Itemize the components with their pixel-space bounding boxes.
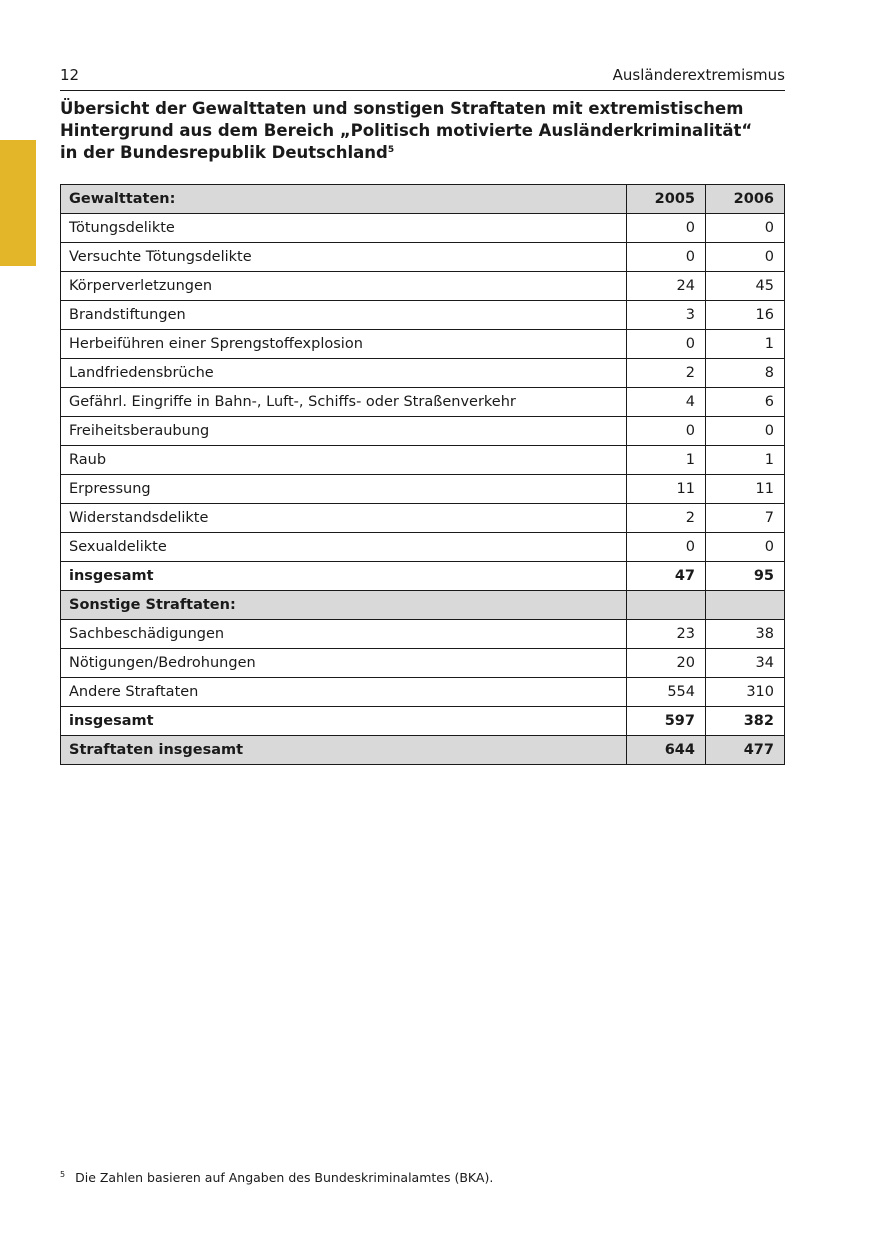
value-2005: 0 — [627, 243, 706, 272]
table-row — [61, 272, 785, 301]
table-row — [61, 678, 785, 707]
value-2006 — [706, 591, 785, 620]
section-title: Ausländerextremismus — [612, 66, 785, 84]
value-2006: 8 — [706, 359, 785, 388]
table-row — [61, 185, 785, 214]
row-label: Landfriedensbrüche — [61, 359, 627, 388]
table-row — [61, 736, 785, 765]
value-2006: 7 — [706, 504, 785, 533]
row-label: Straftaten insgesamt — [61, 736, 627, 765]
footnote — [60, 1167, 785, 1186]
value-2005: 597 — [627, 707, 706, 736]
row-label: Tötungsdelikte — [61, 214, 627, 243]
table-row — [61, 620, 785, 649]
table-row — [61, 243, 785, 272]
value-2005: 2 — [627, 359, 706, 388]
table-row — [61, 533, 785, 562]
value-2006: 6 — [706, 388, 785, 417]
row-label: Raub — [61, 446, 627, 475]
table-row — [61, 301, 785, 330]
value-2006: 1 — [706, 330, 785, 359]
value-2006: 0 — [706, 533, 785, 562]
table-row — [61, 330, 785, 359]
row-label: Nötigungen/Bedrohungen — [61, 649, 627, 678]
value-2005: 644 — [627, 736, 706, 765]
row-label: Körperverletzungen — [61, 272, 627, 301]
value-2005: 554 — [627, 678, 706, 707]
table-row — [61, 417, 785, 446]
table-row — [61, 214, 785, 243]
value-2006: 310 — [706, 678, 785, 707]
year-header: 2006 — [706, 185, 785, 214]
row-label: Versuchte Tötungsdelikte — [61, 243, 627, 272]
value-2005 — [627, 591, 706, 620]
year-header: 2005 — [627, 185, 706, 214]
table-row — [61, 359, 785, 388]
value-2005: 20 — [627, 649, 706, 678]
value-2005: 4 — [627, 388, 706, 417]
table-row — [61, 562, 785, 591]
value-2006: 0 — [706, 214, 785, 243]
row-label: Freiheitsberaubung — [61, 417, 627, 446]
table-body — [61, 185, 785, 765]
value-2006: 0 — [706, 417, 785, 446]
value-2006: 34 — [706, 649, 785, 678]
value-2005: 11 — [627, 475, 706, 504]
value-2005: 0 — [627, 330, 706, 359]
row-label: Widerstandsdelikte — [61, 504, 627, 533]
table-row — [61, 504, 785, 533]
value-2006: 0 — [706, 243, 785, 272]
row-label: Sonstige Straftaten: — [61, 591, 627, 620]
value-2005: 24 — [627, 272, 706, 301]
title-line-1: Übersicht der Gewalttaten und sonstigen Straftaten mit extremistischem — [60, 99, 744, 118]
value-2006: 477 — [706, 736, 785, 765]
row-label: Sexualdelikte — [61, 533, 627, 562]
value-2006: 1 — [706, 446, 785, 475]
value-2005: 0 — [627, 417, 706, 446]
row-label: insgesamt — [61, 562, 627, 591]
page-number: 12 — [60, 66, 80, 84]
table-title — [60, 98, 785, 164]
value-2005: 3 — [627, 301, 706, 330]
row-label: Herbeiführen einer Sprengstoffexplosion — [61, 330, 627, 359]
value-2006: 38 — [706, 620, 785, 649]
footnote-text: Die Zahlen basieren auf Angaben des Bundeskriminalamtes (BKA). — [75, 1170, 494, 1185]
value-2006: 45 — [706, 272, 785, 301]
value-2005: 1 — [627, 446, 706, 475]
table-row — [61, 475, 785, 504]
footnote-mark: 5 — [60, 1170, 66, 1179]
title-line-2: Hintergrund aus dem Bereich „Politisch motivierte Ausländerkriminalität“ — [60, 121, 753, 140]
table-row — [61, 446, 785, 475]
row-label: Andere Straftaten — [61, 678, 627, 707]
chapter-marker-tab — [0, 140, 36, 266]
value-2005: 23 — [627, 620, 706, 649]
table-row — [61, 649, 785, 678]
row-label: Erpressung — [61, 475, 627, 504]
value-2006: 382 — [706, 707, 785, 736]
statistics-table — [60, 184, 785, 765]
running-header — [60, 64, 785, 91]
table-row — [61, 707, 785, 736]
row-label: Sachbeschädigungen — [61, 620, 627, 649]
row-label: Gewalttaten: — [61, 185, 627, 214]
table-row — [61, 591, 785, 620]
title-line-3: in der Bundesrepublik Deutschland — [60, 143, 388, 162]
row-label: Brandstiftungen — [61, 301, 627, 330]
value-2006: 16 — [706, 301, 785, 330]
footnote-reference: 5 — [387, 145, 395, 155]
value-2005: 0 — [627, 533, 706, 562]
row-label: Gefährl. Eingriffe in Bahn-, Luft-, Schiffs- oder Straßenverkehr — [61, 388, 627, 417]
table-row — [61, 388, 785, 417]
row-label: insgesamt — [61, 707, 627, 736]
value-2005: 47 — [627, 562, 706, 591]
value-2005: 0 — [627, 214, 706, 243]
value-2006: 11 — [706, 475, 785, 504]
value-2006: 95 — [706, 562, 785, 591]
value-2005: 2 — [627, 504, 706, 533]
